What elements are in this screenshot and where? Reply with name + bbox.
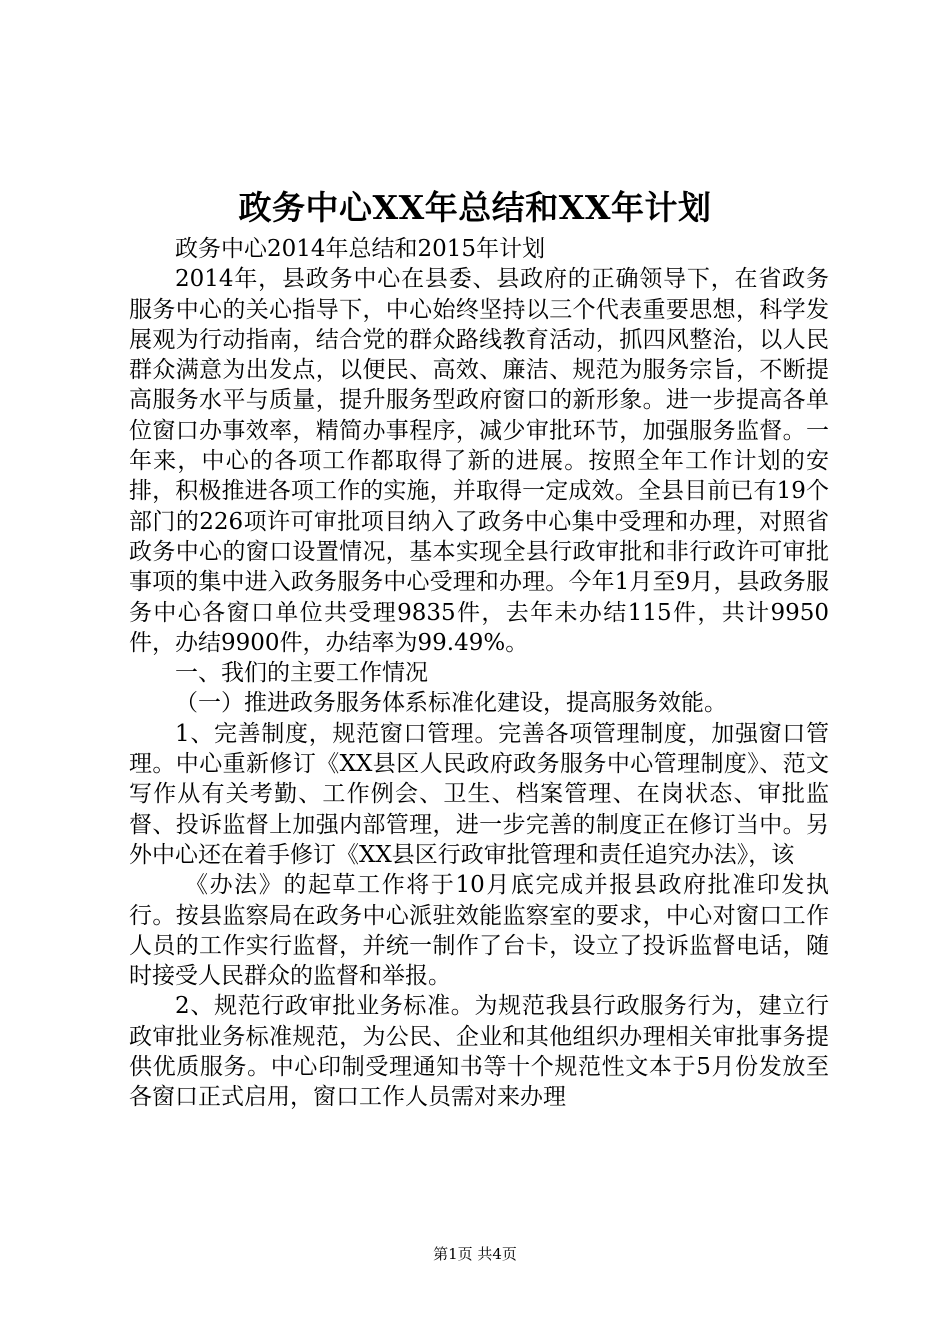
body-paragraph: 政务中心2014年总结和2015年计划 <box>175 236 546 262</box>
subsection-heading: （一）推进政务服务体系标准化建设，提高服务效能。 <box>175 690 727 717</box>
body-paragraph: 2014年，县政务中心在县委、县政府的正确领导下，在省政务服务中心的关心指导下，中心始终坚持以三个代表重要思想，科学发展观为行动指南，结合党的群众路线教育活动，抓四风整治，以人民群众满意为出发点，以便民、高效、廉洁、规范为服务宗旨，不断提高服务水平与质量，提升服务型政府窗口的新形象。进一步提高各单位窗口办事效率，精简办事程序，减少审批环节，加强服务监督。一年来，中心的各项工作都取得了新的进展。按照全年工作计划的安排，积极推进各项工作的实施，并取得一定成效。全县目前已有19个部门的226项许可审批项目纳入了政务中心集中受理和办理，对照省政务中心的窗口设置情况，基本实现全县行政审批和非行政许可审批事项的集中进入政务服务中心受理和办理。今年1月至9月，县政务服务中心各窗口单位共受理9835件，去年未办结115件，共计9950件，办结9900件，办结率为99.49%。 <box>129 266 829 656</box>
document-title: 政务中心XX年总结和XX年计划 <box>238 188 712 227</box>
body-paragraph: 2、规范行政审批业务标准。为规范我县行政服务行为，建立行政审批业务标准规范，为公民、企业和其他组织办理相关审批事务提供优质服务。中心印制受理通知书等十个规范性文本于5月份发放至各窗口正式启用，窗口工作人员需对来办理 <box>129 993 829 1111</box>
section-heading: 一、我们的主要工作情况 <box>175 660 428 687</box>
document-body <box>129 234 829 1113</box>
body-paragraph: 1、完善制度，规范窗口管理。完善各项管理制度，加强窗口管理。中心重新修订《XX县区人民政府政务服务中心管理制度》、范文写作从有关考勤、工作例会、卫生、档案管理、在岗状态、审批监督、投诉监督上加强内部管理，进一步完善的制度正在修订当中。另外中心还在着手修订《XX县区行政审批管理和责任追究办法》，该 <box>129 720 829 868</box>
body-paragraph: 《办法》的起草工作将于10月底完成并报县政府批准印发执行。按县监察局在政务中心派驻效能监察室的要求，中心对窗口工作人员的工作实行监督，并统一制作了台卡，设立了投诉监督电话，随时接受人民群众的监督和举报。 <box>129 872 829 990</box>
page-footer: 第1页 共4页 <box>433 1245 517 1263</box>
